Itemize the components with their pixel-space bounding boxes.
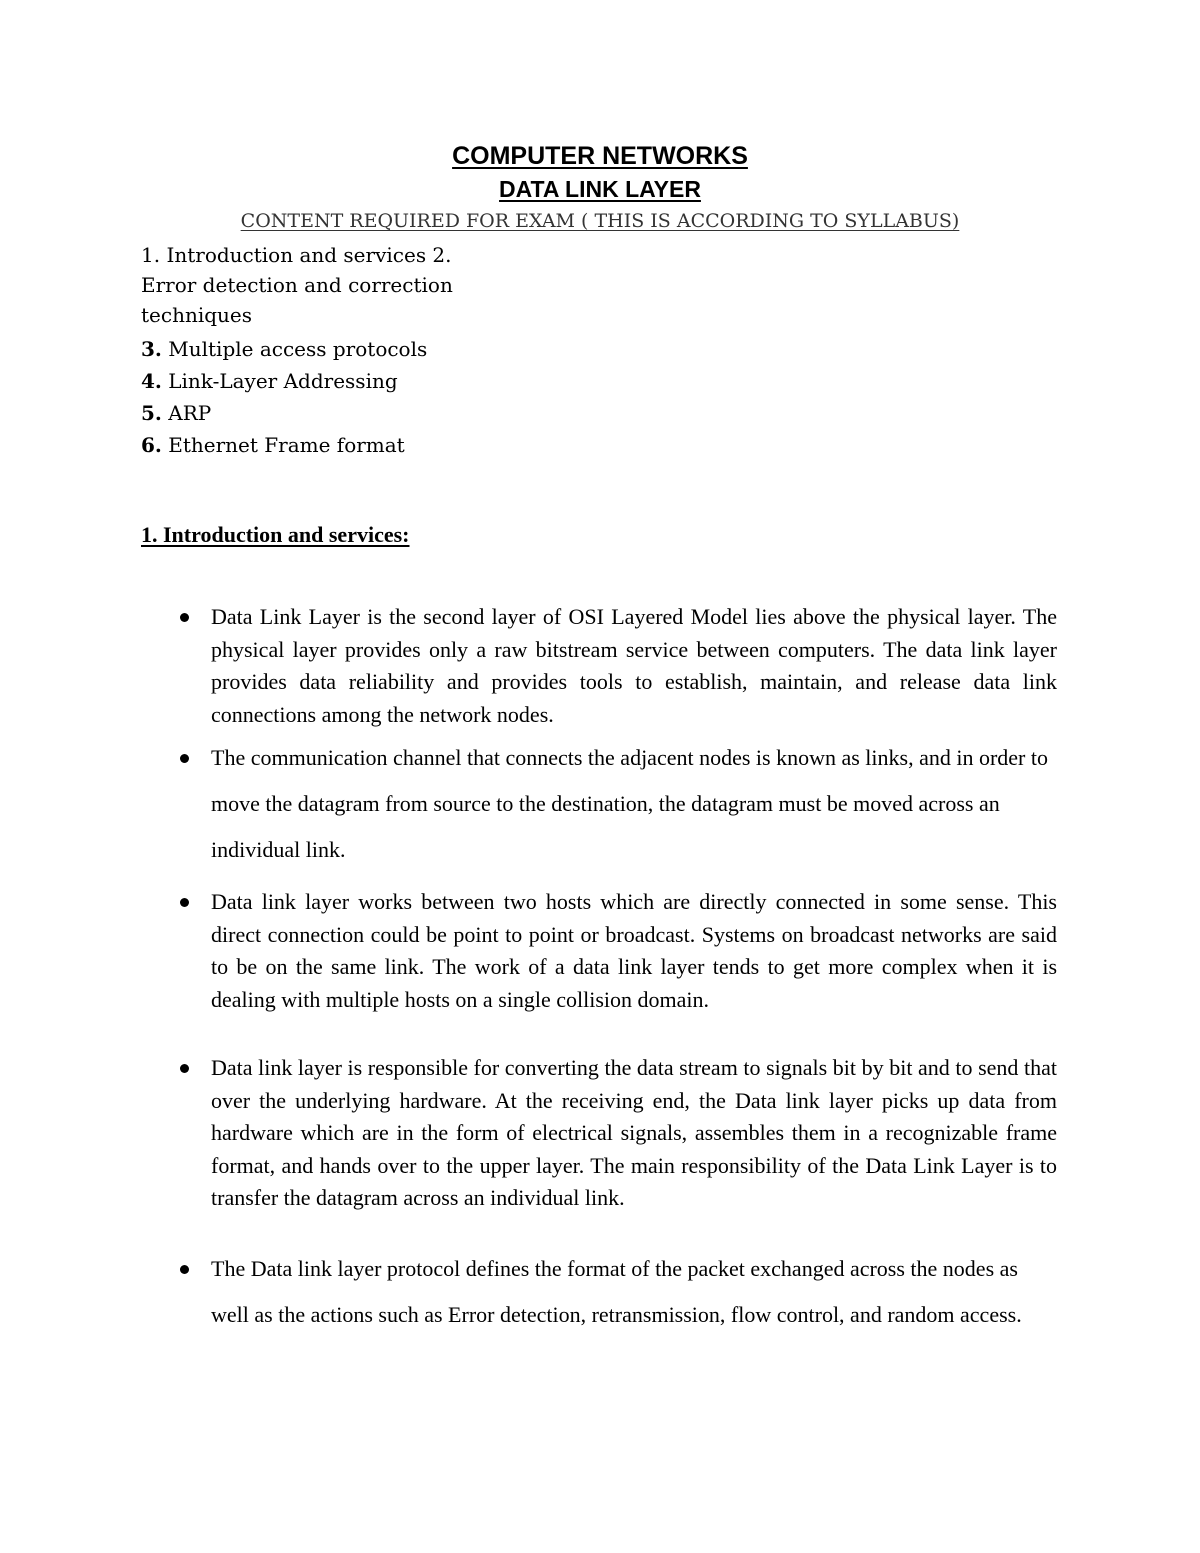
toc-item-text: Ethernet Frame format [161,433,405,457]
bullet-dot-icon [180,1265,189,1274]
section-heading: 1. Introduction and services: [141,522,410,547]
bullet-dot-icon [180,1064,189,1073]
bullet-item: The Data link layer protocol defines the format of the packet exchanged across the nodes as well as the actions such as Error detection, retransmission, flow control, and random access. [211,1256,1022,1327]
toc-item-text: ARP [161,401,212,425]
toc-item-text: Multiple access protocols [161,337,428,361]
toc-item-text: Link-Layer Addressing [161,369,398,393]
toc-item-number: 5. [141,401,162,425]
document-title: COMPUTER NETWORKS [452,142,748,170]
bullet-dot-icon [180,754,189,763]
bullet-dot-icon [180,898,189,907]
bullet-item: The communication channel that connects the adjacent nodes is known as links, and in order to move the datagram from source to the destination, the datagram must be moved across an individual link. [211,745,1048,862]
toc-first-entry: 1. Introduction and services 2. Error detection and correction techniques [141,243,453,327]
toc-item-number: 6. [141,433,162,457]
document-subtitle: DATA LINK LAYER [499,176,701,202]
toc-item-number: 4. [141,369,162,393]
bullet-dot-icon [180,613,189,622]
bullet-item: Data link layer is responsible for converting the data stream to signals bit by bit and to send that over the underlying hardware. At the receiving end, the Data link layer picks up data from hardware which are in the form of electrical signals, assembles them in a recognizable frame format, and hands over to the upper layer. The main responsibility of the Data Link Layer is to transfer the datagram across an individual link. [211,1055,1057,1210]
toc-item-number: 3. [141,337,162,361]
bullet-item: Data link layer works between two hosts which are directly connected in some sense. This direct connection could be point to point or broadcast. Systems on broadcast networks are said to be on the same link. The work of a data link layer tends to get more complex when it is dealing with multiple hosts on a single collision domain. [211,889,1057,1012]
bullet-item: Data Link Layer is the second layer of OSI Layered Model lies above the physical layer. The physical layer provides only a raw bitstream service between computers. The data link layer provides data reliability and provides tools to establish, maintain, and release data link connections among the network nodes. [211,604,1057,727]
syllabus-note: CONTENT REQUIRED FOR EXAM ( THIS IS ACCORDING TO SYLLABUS) [240,210,960,232]
